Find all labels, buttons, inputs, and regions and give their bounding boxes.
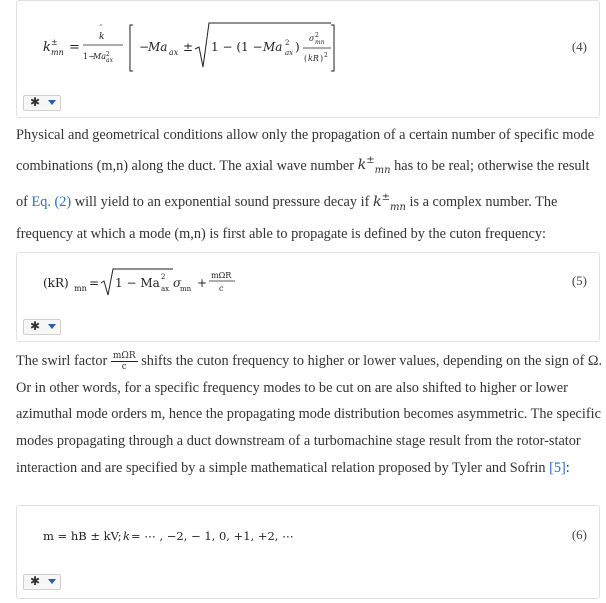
paragraph-text: is a complex number. The frequency at which a mode (m,n) is first able to propagate is defined by the cuton frequency: [16,193,558,243]
chevron-down-icon [48,100,56,105]
svg-text:ax: ax [106,57,113,64]
svg-text:= ⋯ , −2, − 1, 0, +1, +2, ⋯: = ⋯ , −2, − 1, 0, +1, +2, ⋯ [131,529,294,543]
equation-tools-button[interactable] [23,95,61,111]
svg-text:˜: ˜ [99,24,103,33]
svg-text:(: ( [304,54,308,63]
wave-number-symbol: $k^\pm_{mn}$ [372,192,406,213]
svg-text:2: 2 [106,51,110,58]
svg-text:1 − (1 −: 1 − (1 − [211,40,263,54]
svg-text:Ma: Ma [263,40,283,54]
paragraph-text: The swirl factor [16,353,111,369]
svg-text:Ma: Ma [148,40,168,54]
paragraph-text: : [565,459,570,476]
svg-text:): ) [320,54,324,63]
svg-text:σ: σ [309,34,315,43]
svg-text:Ma: Ma [93,52,106,61]
equation-link[interactable]: Eq. (2) [31,193,72,210]
svg-text:ax: ax [161,285,170,293]
svg-text:mn: mn [74,284,87,293]
chevron-down-icon [48,579,56,584]
svg-text:2: 2 [324,52,328,59]
equation-box-6 [16,505,600,599]
paragraph-text: has to be real; otherwise the result of [16,157,590,210]
paragraph-text: will yield to an exponential sound pressure decay if [71,193,373,210]
equation-tools-button[interactable] [23,319,61,335]
svg-text:2: 2 [315,32,319,39]
svg-text:k: k [43,40,51,55]
gear-icon: ✱ [30,574,41,588]
svg-text:mn: mn [315,39,325,46]
svg-text:c: c [219,284,224,293]
equation-6 [41,526,341,548]
swirl-factor-symbol: $\frac{\text{mΩR}}{c}$ [112,351,136,373]
svg-text:±: ± [51,38,58,47]
paragraph-text: Physical and geometrical conditions allow only the propagation of a certain number of specific mode combinations (m,n) along the duct. The axial wave number [16,127,595,174]
equation-number: (4) [571,39,587,54]
equation-6-formula [41,526,321,548]
svg-text:2: 2 [161,273,166,281]
chevron-down-icon [48,324,56,329]
svg-text:mn: mn [51,48,64,57]
svg-text:σ: σ [173,276,182,290]
equation-5-formula [41,267,261,307]
svg-text:): ) [295,40,300,54]
gear-icon: ✱ [30,319,41,333]
equation-box-4 [16,0,600,118]
svg-text:kR: kR [308,54,319,63]
svg-text:mn: mn [180,285,192,293]
svg-text:m = hB ± kV;: m = hB ± kV; [43,529,122,543]
svg-text:−: − [139,40,150,54]
wave-number-symbol: $k^\pm_{mn}$ [357,155,391,177]
equation-box-5 [16,252,600,342]
equation-number: (6) [571,527,587,542]
svg-text:=: = [69,40,80,55]
svg-text:ax: ax [169,48,179,57]
svg-text:=: = [89,276,100,290]
svg-text:k: k [123,529,130,543]
equation-number: (5) [571,273,587,288]
paragraph-2 [16,348,604,482]
equation-tools-button[interactable] [23,574,61,590]
svg-text:k: k [99,32,105,42]
svg-text:1 − Ma: 1 − Ma [115,276,160,290]
svg-text:ax: ax [285,49,294,57]
gear-icon: ✱ [30,95,41,109]
equation-4-formula [41,17,341,77]
equation-4 [41,17,541,77]
paragraph-1 [16,122,604,248]
equation-5 [41,267,341,307]
svg-text:+: + [197,276,208,290]
reference-link[interactable]: [5] [549,459,566,476]
svg-text:mΩR: mΩR [211,271,232,280]
paragraph-text: shifts the cuton frequency to higher or lower values, depending on the sign of Ω. Or in other words, for a specific frequency modes to be cut on are also shifted to higher or lower azimuthal mode orders m, hence the propagating mode distribution becomes asymmetric. The specific modes propagating through a duct downstream of a turbomachine stage result from the rotor-stator interaction and are specified by a simple mathematical relation proposed by Tyler and Sofrin [16,353,603,476]
svg-text:2: 2 [285,39,290,47]
svg-text:±: ± [183,40,194,54]
svg-text:1−: 1− [83,52,95,61]
svg-text:(kR): (kR) [43,276,69,290]
